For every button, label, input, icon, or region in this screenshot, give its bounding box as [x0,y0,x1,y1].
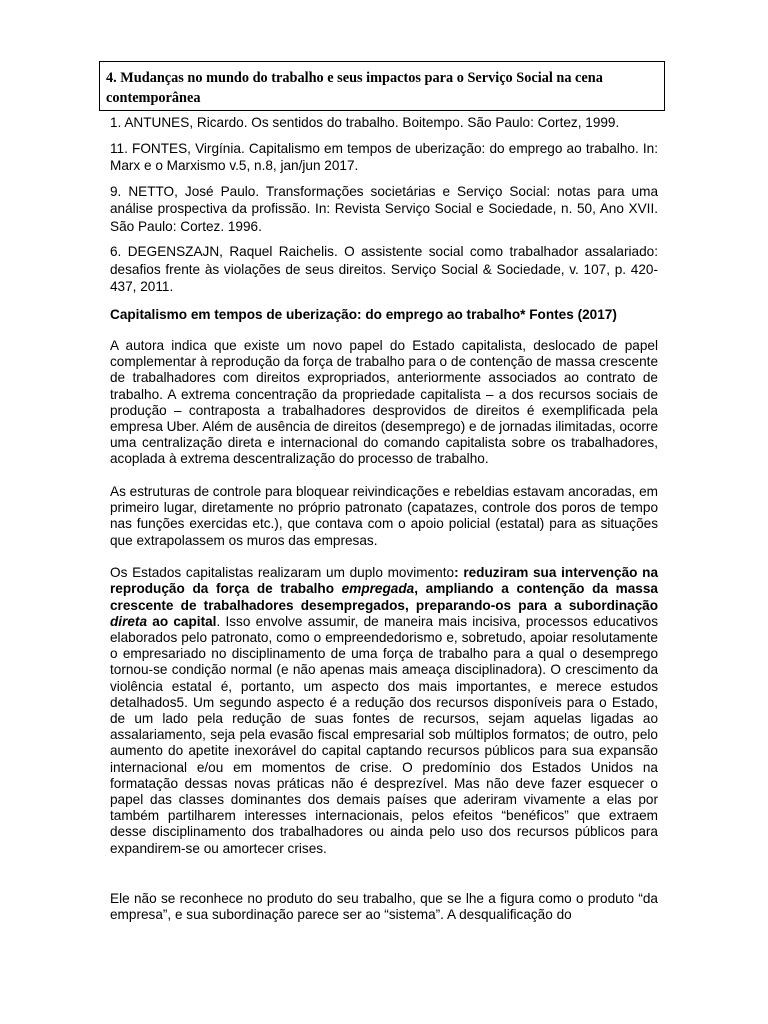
section-heading-box [99,61,665,111]
reference-item: 9. NETTO, José Paulo. Transformações societárias e Serviço Social: notas para uma análise prospectiva da profissão. In: Revista Serviço Social e Sociedade, n. 50, Ano XVII. São Paulo: Cortez. 1996. [110,183,658,234]
text-run: Os Estados capitalistas realizaram um duplo movimento [110,565,455,581]
article-title: Capitalismo em tempos de uberização: do emprego ao trabalho* Fontes (2017) [110,307,617,322]
bold-text: , ampliando a contenção da massa crescente de trabalhadores desempregados, preparando-os para a subordinação [110,581,658,613]
paragraph: As estruturas de controle para bloquear reivindicações e rebeldias estavam ancoradas, em primeiro lugar, diretamente no próprio patronato (capatazes, controle dos poros de tempo nas funções exercidas etc.), que contava com o apoio policial (estatal) para as situações que extrapolassem os muros das empresas. [110,484,658,548]
paragraph [110,565,658,857]
article-body [110,338,658,940]
bold-italic-text: empregada [341,581,415,597]
text-run: . Isso envolve assumir, de maneira mais incisiva, processos educativos elaborados pelo patronato, como o empreendedorismo e, sobretudo, apoiar resolutamente o empresariado no disciplinamento de uma força de trabalho para a qual o desemprego tornou-se condição normal (e não apenas mais ameaça disciplinadora). O crescimento da violência estatal é, portanto, um aspecto dos mais importantes, e merece estudos detalhados5. Um segundo aspecto é a redução dos recursos disponíveis para o Estado, de um lado pela redução de suas fontes de recursos, sejam aquelas ligadas ao assalariamento, seja pela evasão fiscal empresarial sob múltiplos formatos; de outro, pelo aumento do apetite inexorável do capital captando recursos públicos para sua expansão internacional e/ou em momentos de crise. O predomínio dos Estados Unidos na formatação dessas novas práticas não é desprezível. Mas não deve fazer esquecer o papel das classes dominantes dos demais países que aderiram vivamente a elas por também partilharem interesses internacionais, pelos efeitos “benéficos” que extraem desse disciplinamento dos trabalhadores ou ainda pelo uso dos recursos públicos para expandirem-se ou amortecer crises. [110,613,659,856]
bold-text: ao capital [147,613,217,629]
reference-item: 6. DEGENSZAJN, Raquel Raichelis. O assistente social como trabalhador assalariado: desafios frente às violações de seus direitos. Serviço Social & Sociedade, v. 107, p. 420-437, 2011. [110,244,658,294]
paragraph: A autora indica que existe um novo papel do Estado capitalista, deslocado de papel complementar à reprodução da força de trabalho para o de contenção de massa crescente de trabalhadores com direitos expropriados, anteriormente associados ao contrato de trabalho. A extrema concentração da propriedade capitalista – a dos recursos sociais de produção – contraposta a trabalhadores desprovidos de direitos é exemplificada pela empresa Uber. Além de ausência de direitos (desemprego) e de jornadas ilimitadas, ocorre uma centralização direta e internacional do comando capitalista sobre os trabalhadores, acoplada à extrema descentralização do processo de trabalho. [110,338,658,467]
reference-item: 1. ANTUNES, Ricardo. Os sentidos do trabalho. Boitempo. São Paulo: Cortez, 1999. [110,115,620,130]
reference-list [110,114,658,304]
bold-italic-text: direta [110,613,148,629]
section-title: 4. Mudanças no mundo do trabalho e seus impactos para o Serviço Social na cena contemporânea [106,70,603,106]
paragraph: Ele não se reconhece no produto do seu trabalho, que se lhe a figura como o produto “da empresa”, e sua subordinação parece ser ao “sistema”. A desqualificação do [110,890,658,923]
bold-text: : reduziram sua intervenção na reprodução da força de trabalho [110,565,658,597]
reference-item: 11. FONTES, Virgínia. Capitalismo em tempos de uberização: do emprego ao trabalho. In: Marx e o Marxismo v.5, n.8, jan/jun 2017. [110,140,658,173]
